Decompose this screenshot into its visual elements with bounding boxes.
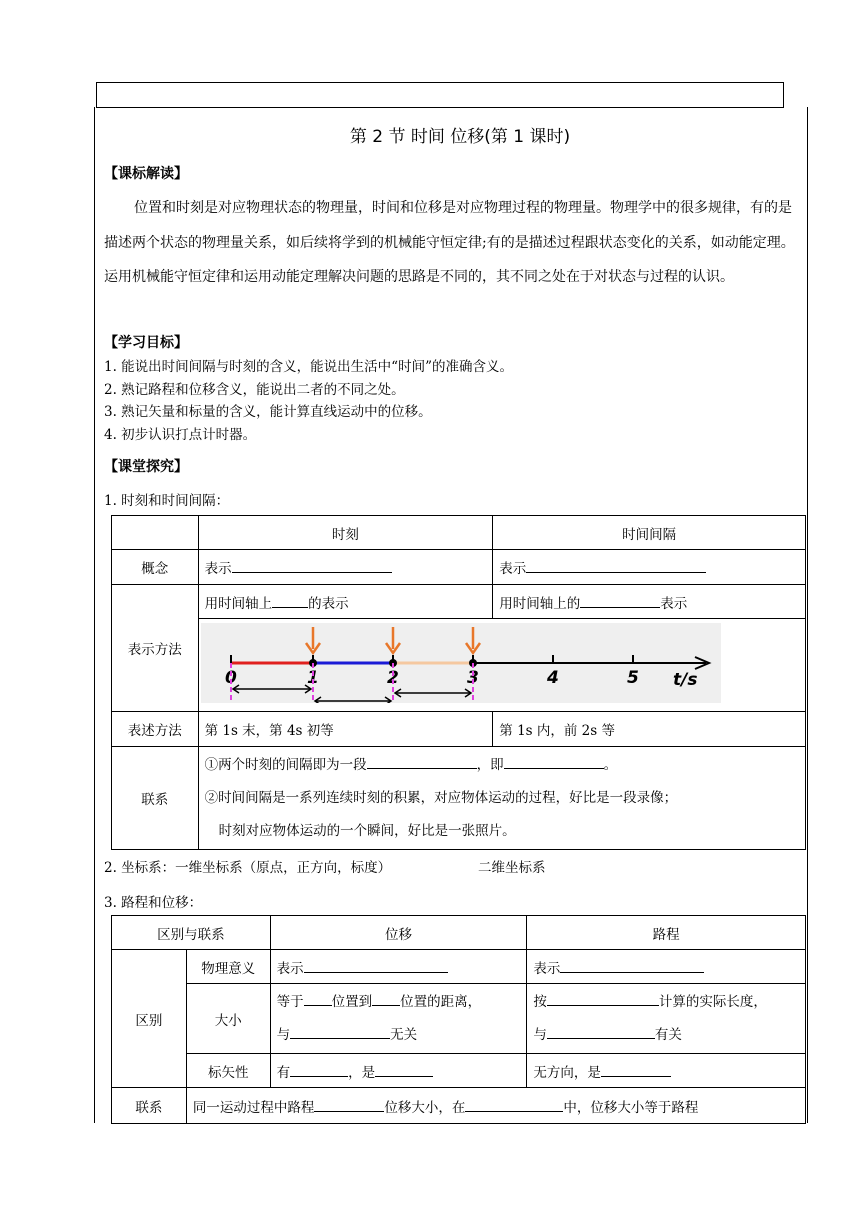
goal-item: 3. 熟记矢量和标量的含义，能计算直线运动中的位移。 <box>104 404 432 420</box>
row-label-representation: 表示方法 <box>112 585 199 712</box>
goals-list <box>104 356 513 446</box>
table-cell <box>527 1054 806 1088</box>
fill-blank[interactable] <box>304 960 448 973</box>
table-cell <box>186 1088 805 1124</box>
fill-blank[interactable] <box>272 595 308 608</box>
table-cell: 第 1s 末，第 4s 初等 <box>198 712 493 747</box>
table-cell <box>270 950 527 984</box>
fill-blank[interactable] <box>290 1026 390 1039</box>
displacement-table <box>111 915 806 1124</box>
row-label-expression: 表述方法 <box>112 712 199 747</box>
row-group-difference: 区别 <box>112 950 187 1088</box>
table-cell <box>493 585 806 619</box>
time-axis-diagram <box>201 623 721 703</box>
fill-blank[interactable] <box>372 993 400 1006</box>
goal-item: 2. 熟记路程和位移含义，能说出二者的不同之处。 <box>104 381 405 398</box>
row-label-vector: 标矢性 <box>186 1054 270 1088</box>
table-cell <box>270 984 527 1054</box>
tick-label: 5 <box>626 668 639 688</box>
cell-text: 与 <box>533 1026 547 1043</box>
fill-blank[interactable] <box>547 993 659 1006</box>
cell-line <box>277 1019 521 1052</box>
header-interval: 时间间隔 <box>493 516 806 550</box>
item-2-2d-label: 二维坐标系 <box>478 860 546 876</box>
fill-blank[interactable] <box>580 595 660 608</box>
cell-text: 位置到 <box>331 993 373 1010</box>
relation-cell <box>198 747 805 850</box>
time-axis-cell <box>198 619 805 712</box>
cell-text: 。 <box>603 756 618 773</box>
fill-blank[interactable] <box>601 1064 671 1077</box>
tick-label: 1 <box>306 668 319 688</box>
fill-blank[interactable] <box>367 756 477 769</box>
fill-blank[interactable] <box>504 756 604 769</box>
cell-text: 用时间轴上的 <box>499 595 581 612</box>
row-label-relation: 联系 <box>112 747 199 850</box>
cell-line <box>277 986 521 1019</box>
cell-text: 位移大小，在 <box>384 1099 466 1116</box>
item-2-label: 2. 坐标系：一维坐标系（原点，正方向，标度） <box>104 860 392 876</box>
relation-line: ②时间间隔是一系列连续时刻的积累，对应物体运动的过程，好比是一段录像； <box>204 789 678 806</box>
table-cell <box>198 550 493 585</box>
cell-text: 表示 <box>499 561 527 577</box>
fill-blank[interactable] <box>375 1064 433 1077</box>
header-box <box>96 82 784 108</box>
cell-text: 表示 <box>204 561 232 577</box>
cell-line <box>533 1019 799 1052</box>
fill-blank[interactable] <box>526 560 706 573</box>
cell-text: 按 <box>533 993 547 1010</box>
section-heading-standards: 【课标解读】 <box>104 166 188 182</box>
cell-text: 有 <box>276 1064 291 1081</box>
cell-text: ，是 <box>348 1064 376 1081</box>
header-displacement: 位移 <box>270 916 527 950</box>
fill-blank[interactable] <box>314 1099 384 1112</box>
tick-label: 0 <box>224 668 237 688</box>
page-title: 第 2 节 时间 位移(第 1 课时) <box>349 127 571 147</box>
tick-label: 4 <box>546 668 559 688</box>
cell-text: 的表示 <box>308 595 349 612</box>
standards-paragraph: 位置和时刻是对应物理状态的物理量，时间和位移是对应物理过程的物理量。物理学中的很多规律，有的是描述两个状态的物理量关系，如后续将学到的机械能守恒定律;有的是描述过程跟状态变化的关系，如动能定理。运用机械能守恒定律和运用动能定理解决问题的思路是不同的，其不同之处在于对状态与过程的认识。 <box>104 200 795 285</box>
fill-blank[interactable] <box>547 1026 655 1039</box>
cell-text: 同一运动过程中路程 <box>192 1099 315 1116</box>
cell-text: 表示 <box>660 595 688 612</box>
table-cell <box>527 950 806 984</box>
tick-label: 2 <box>386 668 399 688</box>
cell-text: 等于 <box>276 993 304 1010</box>
table-cell <box>270 1054 527 1088</box>
goal-item: 1. 能说出时间间隔与时刻的含义，能说出生活中“时间”的准确含义。 <box>104 359 513 375</box>
cell-text: ①两个时刻的间隔即为一段 <box>204 756 367 773</box>
cell-text: 无关 <box>390 1026 418 1043</box>
cell-text: 表示 <box>276 960 304 977</box>
cell-text: 中，位移大小等于路程 <box>563 1099 699 1116</box>
cell-line <box>533 986 799 1019</box>
axis-unit-label: t/s <box>672 670 698 690</box>
cell-text: ，即 <box>476 756 504 773</box>
row-label-magnitude: 大小 <box>186 984 270 1054</box>
fill-blank[interactable] <box>290 1064 348 1077</box>
header-moment: 时刻 <box>198 516 493 550</box>
cell-text: 位置的距离， <box>400 993 482 1010</box>
row-label-meaning: 物理意义 <box>186 950 270 984</box>
section-heading-goals: 【学习目标】 <box>104 335 188 351</box>
table-cell <box>198 585 493 619</box>
cell-text: 计算的实际长度， <box>658 993 767 1010</box>
goal-item: 4. 初步认识打点计时器。 <box>104 426 257 443</box>
item-3-label: 3. 路程和位移： <box>104 895 203 911</box>
cell-text: 无方向，是 <box>533 1064 601 1081</box>
cell-text: 与 <box>276 1026 291 1043</box>
section-heading-explore: 【课堂探究】 <box>104 459 188 475</box>
time-table <box>111 515 806 850</box>
fill-blank[interactable] <box>232 560 392 573</box>
item-1-label: 1. 时刻和时间间隔： <box>104 493 230 509</box>
row-label-link: 联系 <box>112 1088 187 1124</box>
row-label-concept: 概念 <box>112 550 199 585</box>
cell-text: 有关 <box>654 1026 682 1043</box>
fill-blank[interactable] <box>304 993 332 1006</box>
table-cell: 第 1s 内，前 2s 等 <box>493 712 806 747</box>
fill-blank[interactable] <box>560 960 704 973</box>
cell-text: 用时间轴上 <box>204 595 273 612</box>
relation-line: 时刻对应物体运动的一个瞬间，好比是一张照片。 <box>218 822 516 839</box>
header-distance: 路程 <box>527 916 806 950</box>
fill-blank[interactable] <box>465 1099 563 1112</box>
tick-label: 3 <box>466 668 479 688</box>
header-relation: 区别与联系 <box>112 916 271 950</box>
relation-line <box>205 749 799 782</box>
table-cell <box>112 516 199 550</box>
table-cell <box>493 550 806 585</box>
cell-text: 表示 <box>533 960 561 977</box>
table-cell <box>527 984 806 1054</box>
